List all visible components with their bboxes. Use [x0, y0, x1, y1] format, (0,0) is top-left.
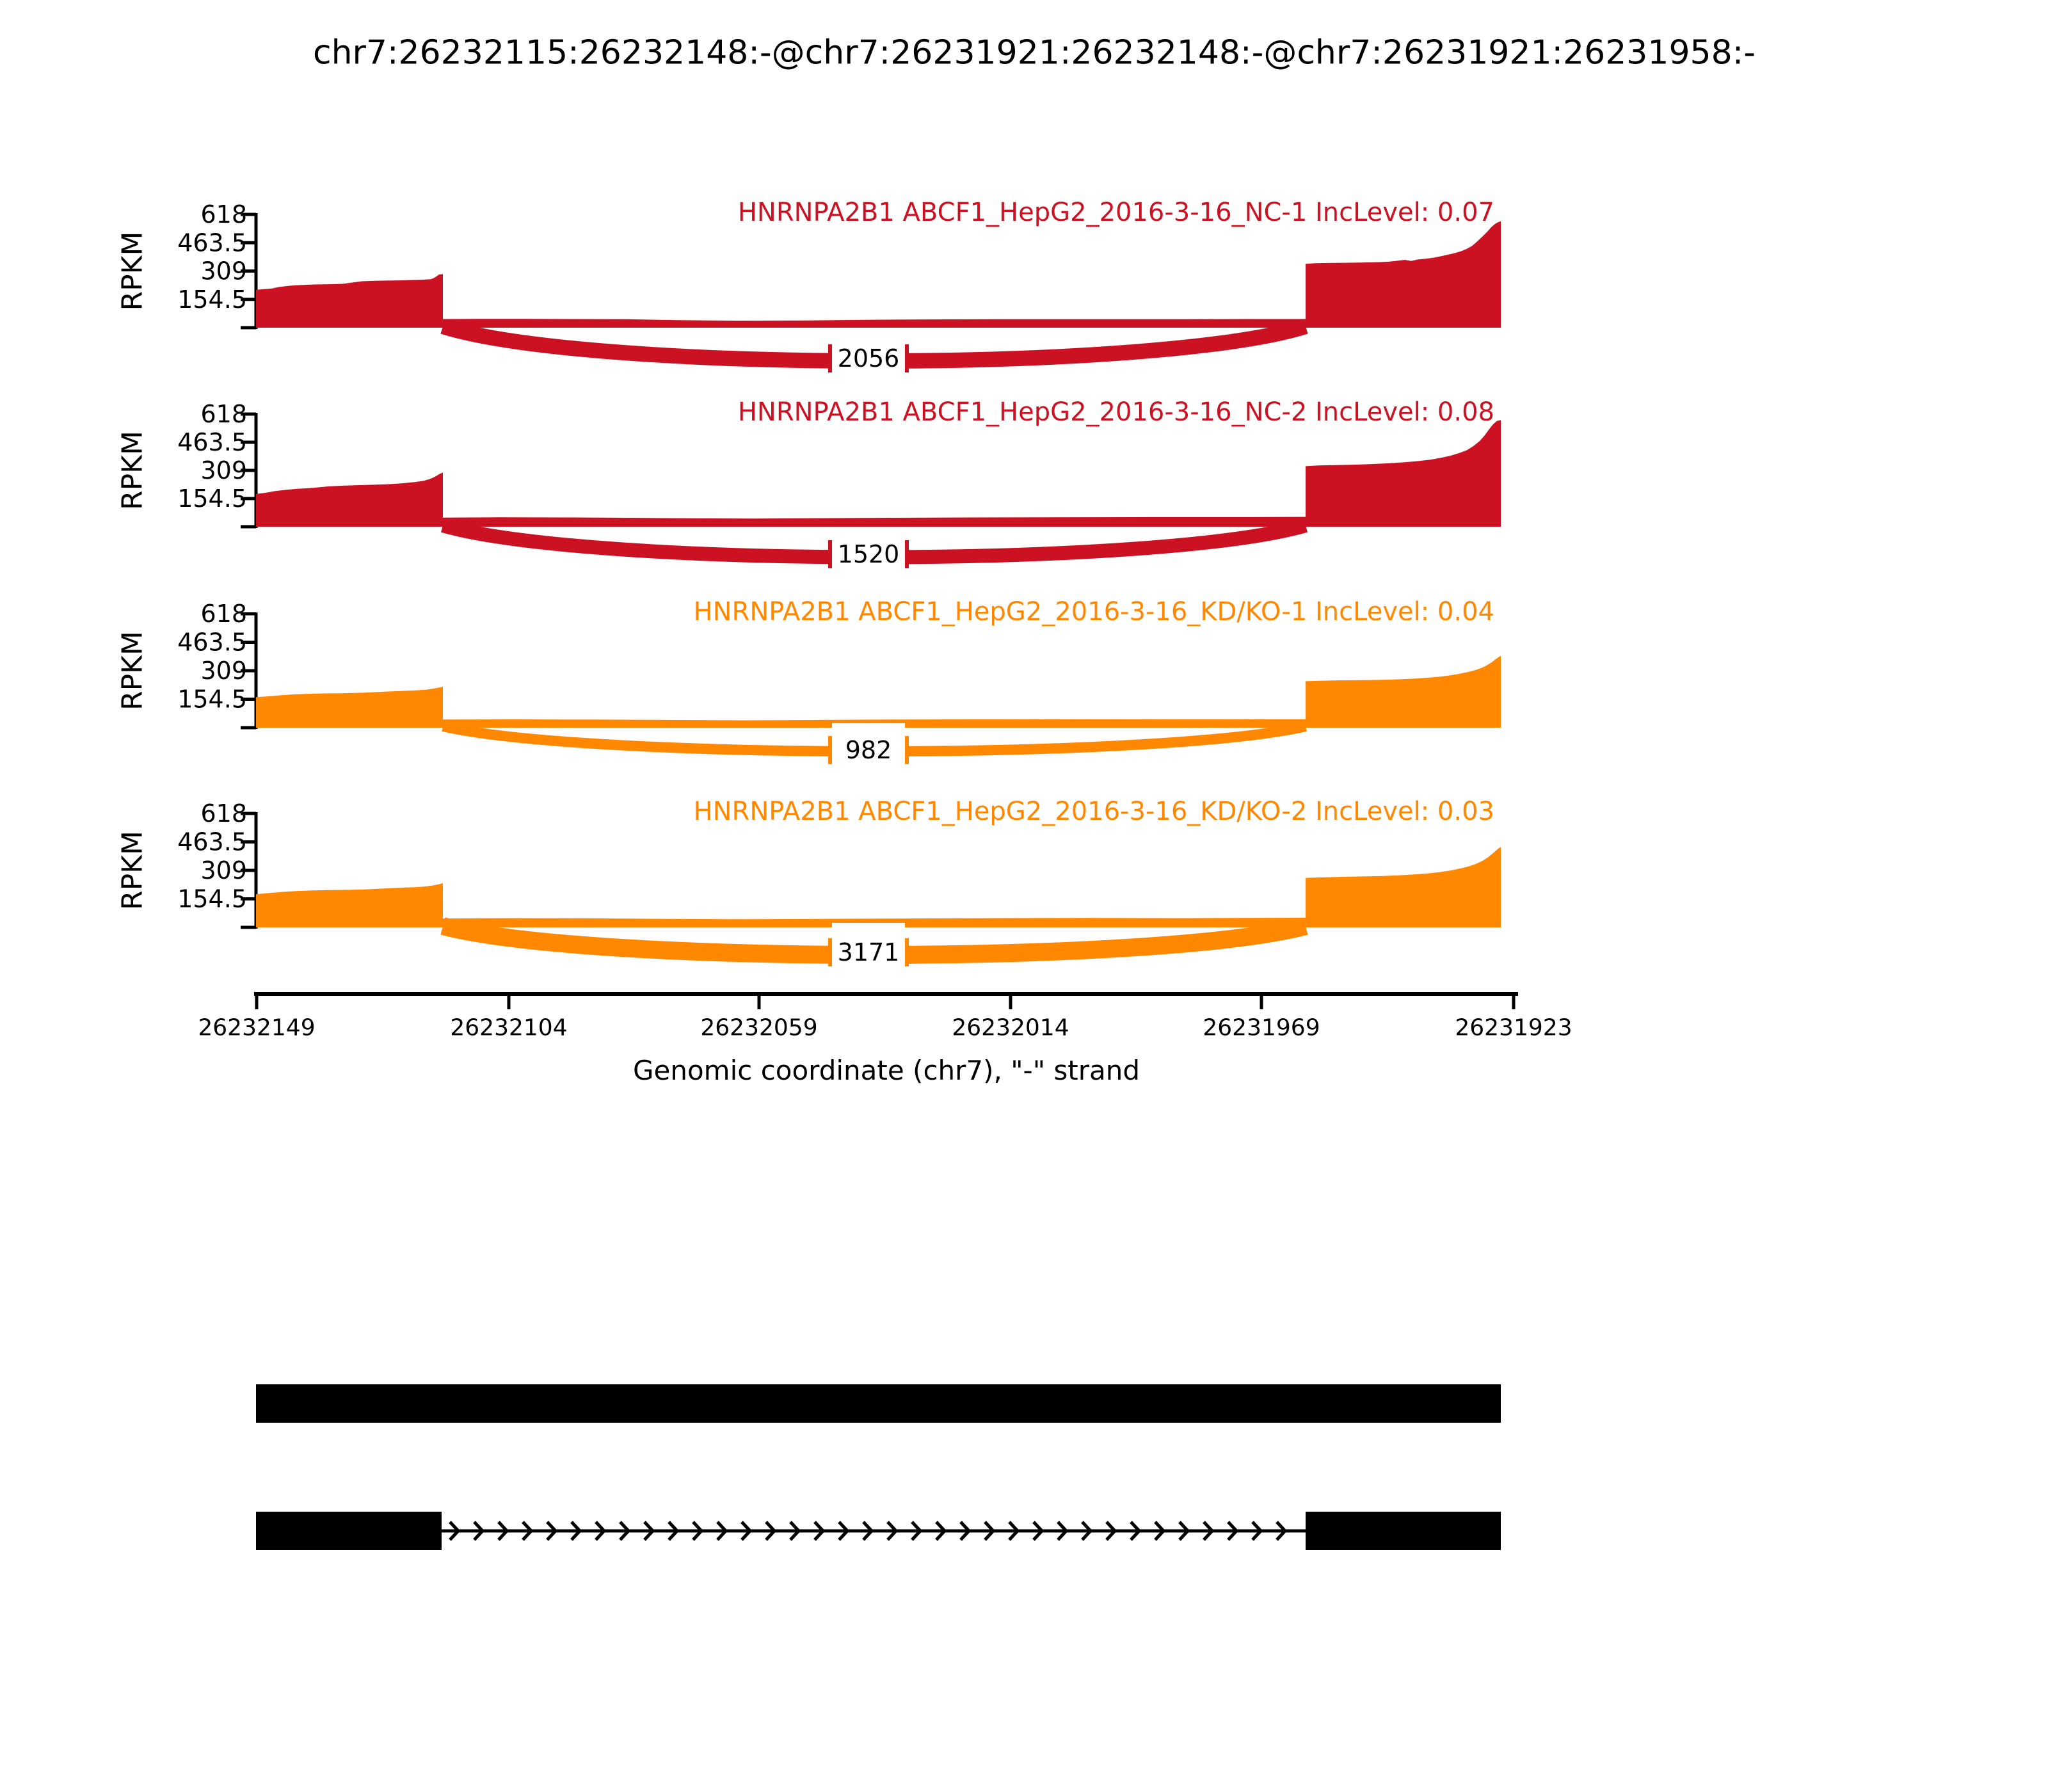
rpkm-axis-label: RPKM [116, 431, 149, 510]
y-axis [177, 600, 256, 729]
x-tick-label: 26232149 [198, 1014, 316, 1041]
junction-arc-left-tick [828, 736, 832, 764]
track-2 [116, 397, 1501, 571]
read-coverage-area [256, 221, 1501, 328]
junction-read-count: 2056 [837, 344, 900, 372]
x-tick-label: 26232104 [450, 1014, 568, 1041]
y-tick-label: 463.5 [177, 628, 247, 657]
rpkm-axis-label: RPKM [116, 631, 149, 710]
rpkm-axis-label: RPKM [116, 831, 149, 910]
y-tick-label: 463.5 [177, 428, 247, 456]
y-tick-label: 463.5 [177, 828, 247, 856]
y-tick-label: 309 [200, 657, 247, 685]
y-axis [177, 200, 256, 329]
y-axis [177, 400, 256, 528]
junction-arc-left-tick [828, 938, 832, 966]
y-tick-label: 154.5 [177, 285, 247, 314]
y-tick-label: 154.5 [177, 884, 247, 913]
y-tick-label: 618 [200, 799, 247, 828]
junction-arc-right-tick [905, 938, 909, 966]
junction-arc-right-tick [905, 736, 909, 764]
junction-read-count: 1520 [837, 540, 900, 568]
x-axis-title: Genomic coordinate (chr7), "-" strand [632, 1055, 1140, 1087]
junction-arc-left-tick [828, 344, 832, 372]
skipping-isoform [256, 1512, 1501, 1550]
junction-arc-left-tick [828, 540, 832, 568]
x-tick-label: 26231923 [1455, 1014, 1572, 1041]
track-title: HNRNPA2B1 ABCF1_HepG2_2016-3-16_KD/KO-1 IncLevel: 0.04 [693, 597, 1494, 627]
junction-arc-right-tick [905, 344, 909, 372]
track-title: HNRNPA2B1 ABCF1_HepG2_2016-3-16_KD/KO-2 IncLevel: 0.03 [693, 797, 1494, 826]
read-coverage-area [256, 420, 1501, 527]
read-coverage-area [256, 847, 1501, 927]
gene-model [256, 1384, 1501, 1550]
y-tick-label: 154.5 [177, 484, 247, 513]
y-tick-label: 309 [200, 257, 247, 285]
y-tick-label: 463.5 [177, 228, 247, 257]
figure-title: chr7:26232115:26232148:-@chr7:26231921:26232148:-@chr7:26231921:26231958:- [312, 33, 1756, 72]
exon-block [256, 1512, 442, 1550]
junction-arc-right-tick [905, 540, 909, 568]
y-tick-label: 309 [200, 856, 247, 884]
x-axis [198, 994, 1572, 1086]
junction-read-count: 982 [845, 736, 892, 764]
y-tick-label: 618 [200, 400, 247, 428]
track-title: HNRNPA2B1 ABCF1_HepG2_2016-3-16_NC-1 IncLevel: 0.07 [737, 198, 1494, 227]
y-tick-label: 618 [200, 600, 247, 628]
y-axis [177, 799, 256, 929]
x-tick-label: 26232059 [700, 1014, 818, 1041]
track-title: HNRNPA2B1 ABCF1_HepG2_2016-3-16_NC-2 IncLevel: 0.08 [737, 397, 1494, 427]
inclusion-isoform [256, 1384, 1501, 1423]
exon-block [256, 1384, 1501, 1423]
exon-block [1306, 1512, 1501, 1550]
y-tick-label: 154.5 [177, 685, 247, 714]
track-3 [116, 597, 1501, 767]
junction-read-count: 3171 [837, 938, 900, 966]
x-tick-label: 26232014 [952, 1014, 1069, 1041]
rpkm-axis-label: RPKM [116, 231, 149, 311]
y-tick-label: 618 [200, 200, 247, 228]
y-tick-label: 309 [200, 456, 247, 484]
read-coverage-area [256, 656, 1501, 728]
track-1 [116, 198, 1501, 375]
track-4 [116, 797, 1501, 970]
x-tick-label: 26231969 [1203, 1014, 1320, 1041]
